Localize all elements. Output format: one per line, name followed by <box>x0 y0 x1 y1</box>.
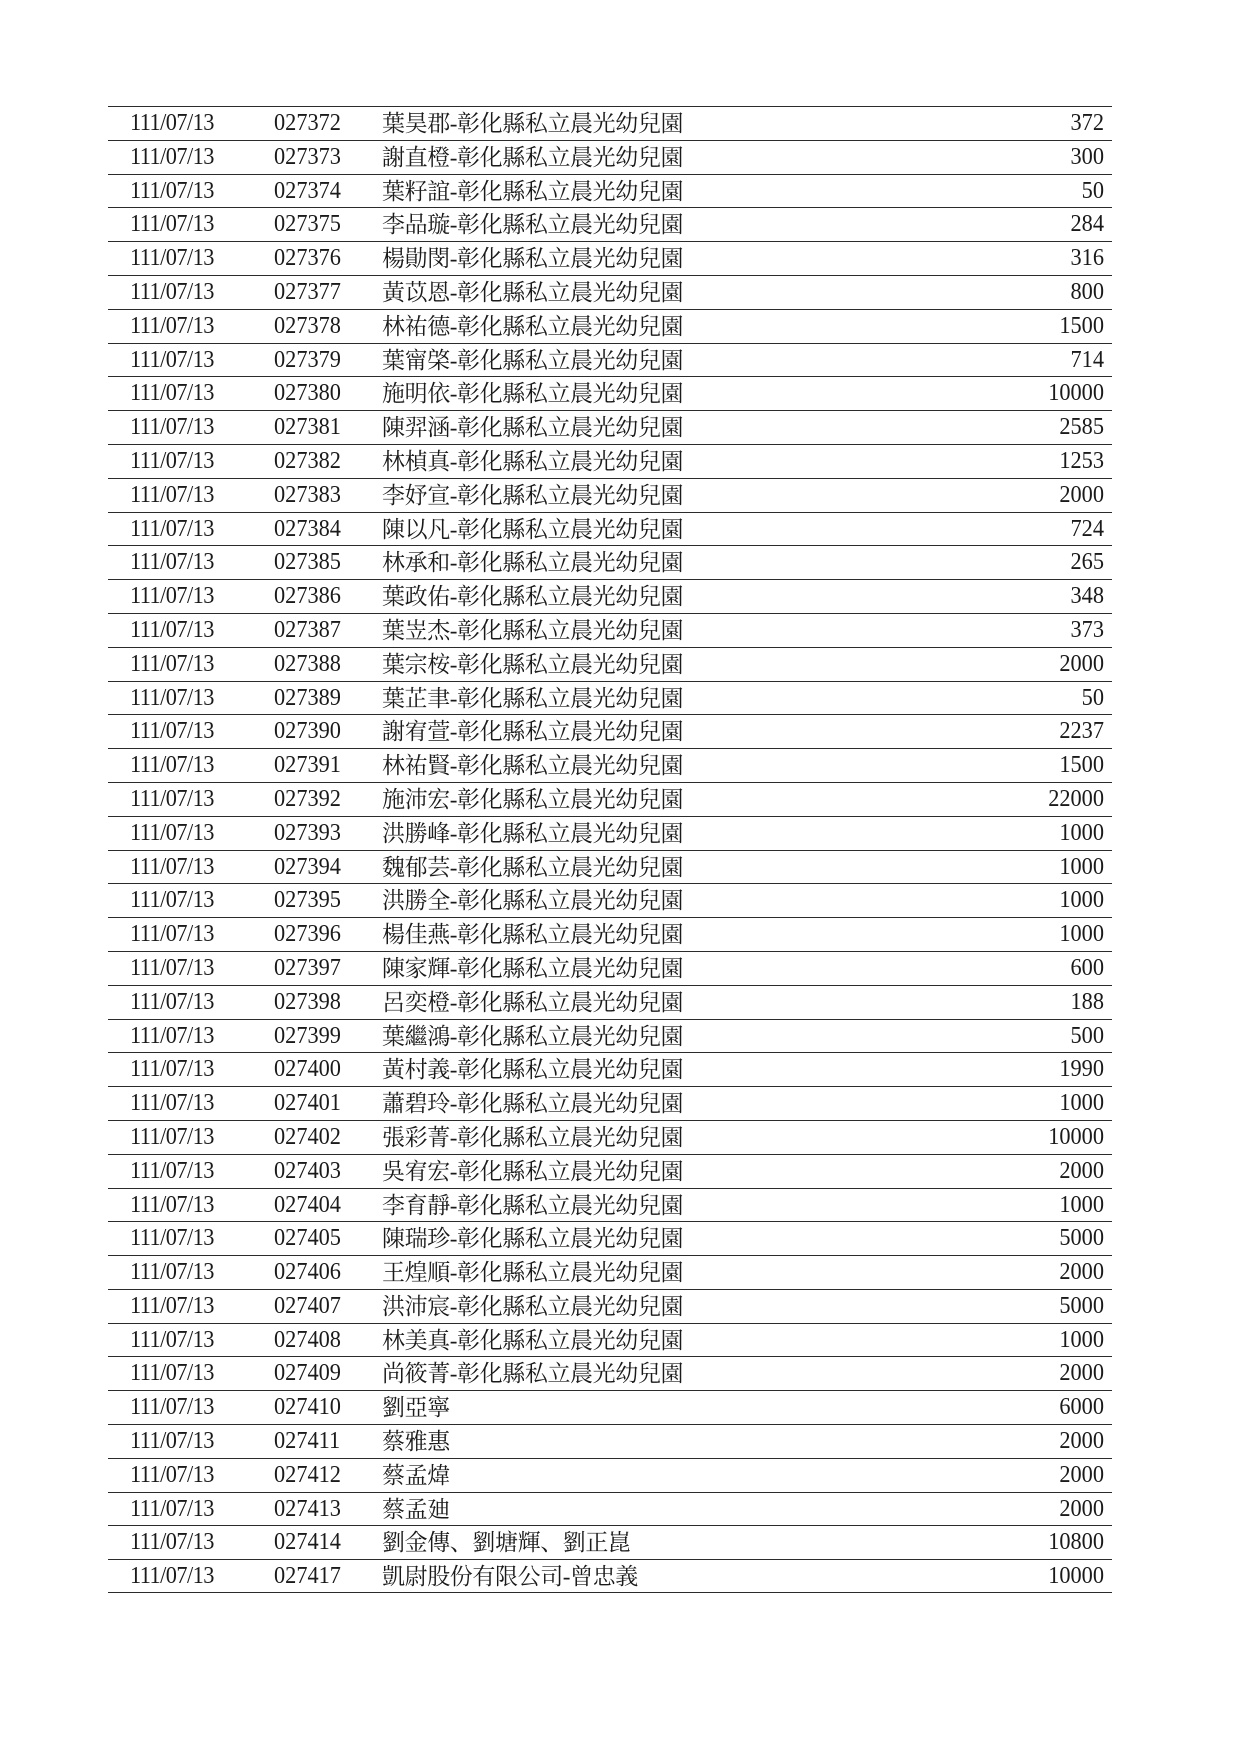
amount-cell: 284 <box>1070 211 1104 238</box>
donor-name-cell: 陳家輝-彰化縣私立晨光幼兒園 <box>382 955 684 981</box>
receipt-number-cell: 027398 <box>274 988 341 1015</box>
donor-name-cell: 李妤宣-彰化縣私立晨光幼兒園 <box>382 482 684 508</box>
donor-name-cell: 魏郁芸-彰化縣私立晨光幼兒園 <box>382 854 684 880</box>
amount-cell: 50 <box>1081 684 1104 711</box>
date-cell: 111/07/13 <box>130 312 214 339</box>
receipt-number-cell: 027373 <box>274 143 341 170</box>
table-row <box>108 1221 1112 1255</box>
table-row <box>108 1255 1112 1289</box>
donor-name-cell: 蔡孟煒 <box>382 1462 450 1488</box>
donor-name-cell: 林楨真-彰化縣私立晨光幼兒園 <box>382 448 684 474</box>
amount-cell: 2000 <box>1059 1259 1104 1286</box>
donation-table <box>108 106 1112 1593</box>
receipt-number-cell: 027404 <box>274 1191 341 1218</box>
donor-name-cell: 陳以凡-彰化縣私立晨光幼兒園 <box>382 516 684 542</box>
table-row <box>108 343 1112 377</box>
receipt-number-cell: 027403 <box>274 1157 341 1184</box>
donor-name-cell: 陳羿涵-彰化縣私立晨光幼兒園 <box>382 415 684 441</box>
donor-name-cell: 蔡雅惠 <box>382 1429 450 1455</box>
amount-cell: 1990 <box>1059 1056 1104 1083</box>
amount-cell: 300 <box>1070 143 1104 170</box>
table-row <box>108 207 1112 241</box>
table-row <box>108 782 1112 816</box>
receipt-number-cell: 027385 <box>274 549 341 576</box>
donor-name-cell: 葉芷聿-彰化縣私立晨光幼兒園 <box>382 685 684 711</box>
amount-cell: 372 <box>1070 110 1104 136</box>
receipt-number-cell: 027414 <box>274 1529 341 1556</box>
donor-name-cell: 謝直橙-彰化縣私立晨光幼兒園 <box>382 144 684 170</box>
table-row <box>108 951 1112 985</box>
table-row <box>108 241 1112 275</box>
amount-cell: 2585 <box>1059 414 1104 441</box>
date-cell: 111/07/13 <box>130 921 214 948</box>
donor-name-cell: 葉岦杰-彰化縣私立晨光幼兒園 <box>382 617 684 643</box>
table-row <box>108 748 1112 782</box>
receipt-number-cell: 027402 <box>274 1123 341 1150</box>
receipt-number-cell: 027386 <box>274 583 341 610</box>
receipt-number-cell: 027407 <box>274 1292 341 1319</box>
date-cell: 111/07/13 <box>130 1259 214 1286</box>
date-cell: 111/07/13 <box>130 1360 214 1387</box>
amount-cell: 5000 <box>1059 1225 1104 1252</box>
donor-name-cell: 謝宥萱-彰化縣私立晨光幼兒園 <box>382 719 684 745</box>
amount-cell: 2000 <box>1059 1495 1104 1522</box>
date-cell: 111/07/13 <box>130 1394 214 1421</box>
amount-cell: 348 <box>1070 583 1104 610</box>
date-cell: 111/07/13 <box>130 211 214 238</box>
amount-cell: 1000 <box>1059 1090 1104 1117</box>
table-row <box>108 174 1112 208</box>
amount-cell: 1000 <box>1059 887 1104 914</box>
amount-cell: 1000 <box>1059 819 1104 846</box>
table-row <box>108 1019 1112 1053</box>
receipt-number-cell: 027374 <box>274 177 341 204</box>
date-cell: 111/07/13 <box>130 278 214 305</box>
table-row <box>108 1390 1112 1424</box>
donor-name-cell: 施沛宏-彰化縣私立晨光幼兒園 <box>382 786 684 812</box>
date-cell: 111/07/13 <box>130 1495 214 1522</box>
receipt-number-cell: 027384 <box>274 515 341 542</box>
date-cell: 111/07/13 <box>130 1123 214 1150</box>
amount-cell: 2000 <box>1059 1428 1104 1455</box>
table-row <box>108 1086 1112 1120</box>
date-cell: 111/07/13 <box>130 1225 214 1252</box>
donor-name-cell: 葉甯棨-彰化縣私立晨光幼兒園 <box>382 347 684 373</box>
table-row <box>108 309 1112 343</box>
amount-cell: 22000 <box>1048 785 1104 812</box>
table-row <box>108 579 1112 613</box>
receipt-number-cell: 027376 <box>274 245 341 272</box>
donor-name-cell: 洪勝全-彰化縣私立晨光幼兒園 <box>382 888 684 914</box>
table-row <box>108 917 1112 951</box>
donor-name-cell: 吳宥宏-彰化縣私立晨光幼兒園 <box>382 1158 684 1184</box>
receipt-number-cell: 027417 <box>274 1563 341 1590</box>
table-row <box>108 512 1112 546</box>
amount-cell: 1000 <box>1059 1326 1104 1353</box>
receipt-number-cell: 027397 <box>274 954 341 981</box>
table-row <box>108 1052 1112 1086</box>
date-cell: 111/07/13 <box>130 1428 214 1455</box>
date-cell: 111/07/13 <box>130 447 214 474</box>
donor-name-cell: 葉籽誼-彰化縣私立晨光幼兒園 <box>382 178 684 204</box>
donor-name-cell: 劉金傳、劉塘輝、劉正崑 <box>382 1530 631 1556</box>
table-row <box>108 850 1112 884</box>
amount-cell: 1500 <box>1059 312 1104 339</box>
amount-cell: 1000 <box>1059 1191 1104 1218</box>
date-cell: 111/07/13 <box>130 380 214 407</box>
table-row <box>108 613 1112 647</box>
date-cell: 111/07/13 <box>130 988 214 1015</box>
date-cell: 111/07/13 <box>130 752 214 779</box>
amount-cell: 265 <box>1070 549 1104 576</box>
date-cell: 111/07/13 <box>130 1326 214 1353</box>
receipt-number-cell: 027409 <box>274 1360 341 1387</box>
donor-name-cell: 蕭碧玲-彰化縣私立晨光幼兒園 <box>382 1091 684 1117</box>
amount-cell: 373 <box>1070 616 1104 643</box>
table-row <box>108 1559 1112 1593</box>
date-cell: 111/07/13 <box>130 245 214 272</box>
donor-name-cell: 林祐德-彰化縣私立晨光幼兒園 <box>382 313 684 339</box>
receipt-number-cell: 027390 <box>274 718 341 745</box>
date-cell: 111/07/13 <box>130 684 214 711</box>
donor-name-cell: 楊佳燕-彰化縣私立晨光幼兒園 <box>382 922 684 948</box>
amount-cell: 2000 <box>1059 1360 1104 1387</box>
receipt-number-cell: 027396 <box>274 921 341 948</box>
receipt-number-cell: 027412 <box>274 1461 341 1488</box>
table-row <box>108 478 1112 512</box>
receipt-number-cell: 027393 <box>274 819 341 846</box>
date-cell: 111/07/13 <box>130 1461 214 1488</box>
date-cell: 111/07/13 <box>130 1056 214 1083</box>
amount-cell: 316 <box>1070 245 1104 272</box>
amount-cell: 6000 <box>1059 1394 1104 1421</box>
date-cell: 111/07/13 <box>130 1022 214 1049</box>
donor-name-cell: 楊勛閔-彰化縣私立晨光幼兒園 <box>382 246 684 272</box>
donor-name-cell: 李育靜-彰化縣私立晨光幼兒園 <box>382 1192 684 1218</box>
table-row <box>108 681 1112 715</box>
table-row <box>108 376 1112 410</box>
amount-cell: 1000 <box>1059 921 1104 948</box>
table-row <box>108 410 1112 444</box>
date-cell: 111/07/13 <box>130 853 214 880</box>
amount-cell: 10800 <box>1048 1529 1104 1556</box>
receipt-number-cell: 027392 <box>274 785 341 812</box>
receipt-number-cell: 027408 <box>274 1326 341 1353</box>
table-row <box>108 1356 1112 1390</box>
amount-cell: 800 <box>1070 278 1104 305</box>
donor-name-cell: 林祐賢-彰化縣私立晨光幼兒園 <box>382 753 684 779</box>
date-cell: 111/07/13 <box>130 143 214 170</box>
donor-name-cell: 凱尉股份有限公司-曾忠義 <box>382 1564 638 1590</box>
amount-cell: 5000 <box>1059 1292 1104 1319</box>
donor-name-cell: 呂奕橙-彰化縣私立晨光幼兒園 <box>382 989 684 1015</box>
receipt-number-cell: 027394 <box>274 853 341 880</box>
date-cell: 111/07/13 <box>130 1529 214 1556</box>
date-cell: 111/07/13 <box>130 785 214 812</box>
receipt-number-cell: 027389 <box>274 684 341 711</box>
date-cell: 111/07/13 <box>130 515 214 542</box>
date-cell: 111/07/13 <box>130 1191 214 1218</box>
receipt-number-cell: 027410 <box>274 1394 341 1421</box>
amount-cell: 500 <box>1070 1022 1104 1049</box>
amount-cell: 600 <box>1070 954 1104 981</box>
receipt-number-cell: 027375 <box>274 211 341 238</box>
table-row <box>108 1323 1112 1357</box>
amount-cell: 724 <box>1070 515 1104 542</box>
date-cell: 111/07/13 <box>130 616 214 643</box>
amount-cell: 2000 <box>1059 1157 1104 1184</box>
date-cell: 111/07/13 <box>130 177 214 204</box>
receipt-number-cell: 027411 <box>274 1428 341 1455</box>
table-row <box>108 545 1112 579</box>
table-row <box>108 1525 1112 1559</box>
donor-name-cell: 李品璇-彰化縣私立晨光幼兒園 <box>382 212 684 238</box>
date-cell: 111/07/13 <box>130 1090 214 1117</box>
receipt-number-cell: 027377 <box>274 278 341 305</box>
table-row <box>108 106 1112 140</box>
receipt-number-cell: 027381 <box>274 414 341 441</box>
table-row <box>108 985 1112 1019</box>
date-cell: 111/07/13 <box>130 110 214 136</box>
table-row <box>108 816 1112 850</box>
table-row <box>108 444 1112 478</box>
amount-cell: 10000 <box>1048 1563 1104 1590</box>
donor-name-cell: 葉政佑-彰化縣私立晨光幼兒園 <box>382 584 684 610</box>
receipt-number-cell: 027387 <box>274 616 341 643</box>
receipt-number-cell: 027383 <box>274 481 341 508</box>
receipt-number-cell: 027399 <box>274 1022 341 1049</box>
table-row <box>108 1289 1112 1323</box>
amount-cell: 2000 <box>1059 1461 1104 1488</box>
amount-cell: 2000 <box>1059 481 1104 508</box>
donor-name-cell: 劉亞寧 <box>382 1395 450 1421</box>
table-row <box>108 140 1112 174</box>
receipt-number-cell: 027400 <box>274 1056 341 1083</box>
donor-name-cell: 陳瑞珍-彰化縣私立晨光幼兒園 <box>382 1226 684 1252</box>
receipt-number-cell: 027372 <box>274 110 341 136</box>
donor-name-cell: 尚筱菁-彰化縣私立晨光幼兒園 <box>382 1361 684 1387</box>
date-cell: 111/07/13 <box>130 414 214 441</box>
donor-name-cell: 洪勝峰-彰化縣私立晨光幼兒園 <box>382 820 684 846</box>
amount-cell: 1253 <box>1059 447 1104 474</box>
amount-cell: 10000 <box>1048 1123 1104 1150</box>
table-row <box>108 1424 1112 1458</box>
table-row <box>108 714 1112 748</box>
amount-cell: 188 <box>1070 988 1104 1015</box>
donor-name-cell: 林美真-彰化縣私立晨光幼兒園 <box>382 1327 684 1353</box>
receipt-number-cell: 027378 <box>274 312 341 339</box>
date-cell: 111/07/13 <box>130 819 214 846</box>
date-cell: 111/07/13 <box>130 549 214 576</box>
donor-name-cell: 葉繼鴻-彰化縣私立晨光幼兒園 <box>382 1023 684 1049</box>
receipt-number-cell: 027382 <box>274 447 341 474</box>
amount-cell: 714 <box>1070 346 1104 373</box>
date-cell: 111/07/13 <box>130 1157 214 1184</box>
donor-name-cell: 洪沛宸-彰化縣私立晨光幼兒園 <box>382 1293 684 1319</box>
date-cell: 111/07/13 <box>130 650 214 677</box>
date-cell: 111/07/13 <box>130 1563 214 1590</box>
amount-cell: 50 <box>1081 177 1104 204</box>
donor-name-cell: 林承和-彰化縣私立晨光幼兒園 <box>382 550 684 576</box>
receipt-number-cell: 027379 <box>274 346 341 373</box>
receipt-number-cell: 027391 <box>274 752 341 779</box>
receipt-number-cell: 027405 <box>274 1225 341 1252</box>
amount-cell: 1000 <box>1059 853 1104 880</box>
receipt-number-cell: 027388 <box>274 650 341 677</box>
date-cell: 111/07/13 <box>130 887 214 914</box>
donor-name-cell: 張彩菁-彰化縣私立晨光幼兒園 <box>382 1124 684 1150</box>
donor-name-cell: 施明依-彰化縣私立晨光幼兒園 <box>382 381 684 407</box>
date-cell: 111/07/13 <box>130 583 214 610</box>
amount-cell: 1500 <box>1059 752 1104 779</box>
amount-cell: 2000 <box>1059 650 1104 677</box>
table-row <box>108 1120 1112 1154</box>
amount-cell: 2237 <box>1059 718 1104 745</box>
donor-name-cell: 葉昊郡-彰化縣私立晨光幼兒園 <box>382 111 684 136</box>
date-cell: 111/07/13 <box>130 1292 214 1319</box>
donor-name-cell: 黃苡恩-彰化縣私立晨光幼兒園 <box>382 279 684 305</box>
donor-name-cell: 王煌順-彰化縣私立晨光幼兒園 <box>382 1260 684 1286</box>
table-row <box>108 647 1112 681</box>
amount-cell: 10000 <box>1048 380 1104 407</box>
table-row <box>108 1154 1112 1188</box>
date-cell: 111/07/13 <box>130 481 214 508</box>
date-cell: 111/07/13 <box>130 346 214 373</box>
receipt-number-cell: 027401 <box>274 1090 341 1117</box>
receipt-number-cell: 027413 <box>274 1495 341 1522</box>
date-cell: 111/07/13 <box>130 718 214 745</box>
donor-name-cell: 蔡孟廸 <box>382 1496 450 1522</box>
receipt-number-cell: 027406 <box>274 1259 341 1286</box>
receipt-number-cell: 027380 <box>274 380 341 407</box>
table-row <box>108 275 1112 309</box>
donor-name-cell: 黃村義-彰化縣私立晨光幼兒園 <box>382 1057 684 1083</box>
table-row <box>108 1492 1112 1526</box>
table-row <box>108 1458 1112 1492</box>
date-cell: 111/07/13 <box>130 954 214 981</box>
table-row <box>108 883 1112 917</box>
receipt-number-cell: 027395 <box>274 887 341 914</box>
donor-name-cell: 葉宗桉-彰化縣私立晨光幼兒園 <box>382 651 684 677</box>
table-row <box>108 1188 1112 1222</box>
